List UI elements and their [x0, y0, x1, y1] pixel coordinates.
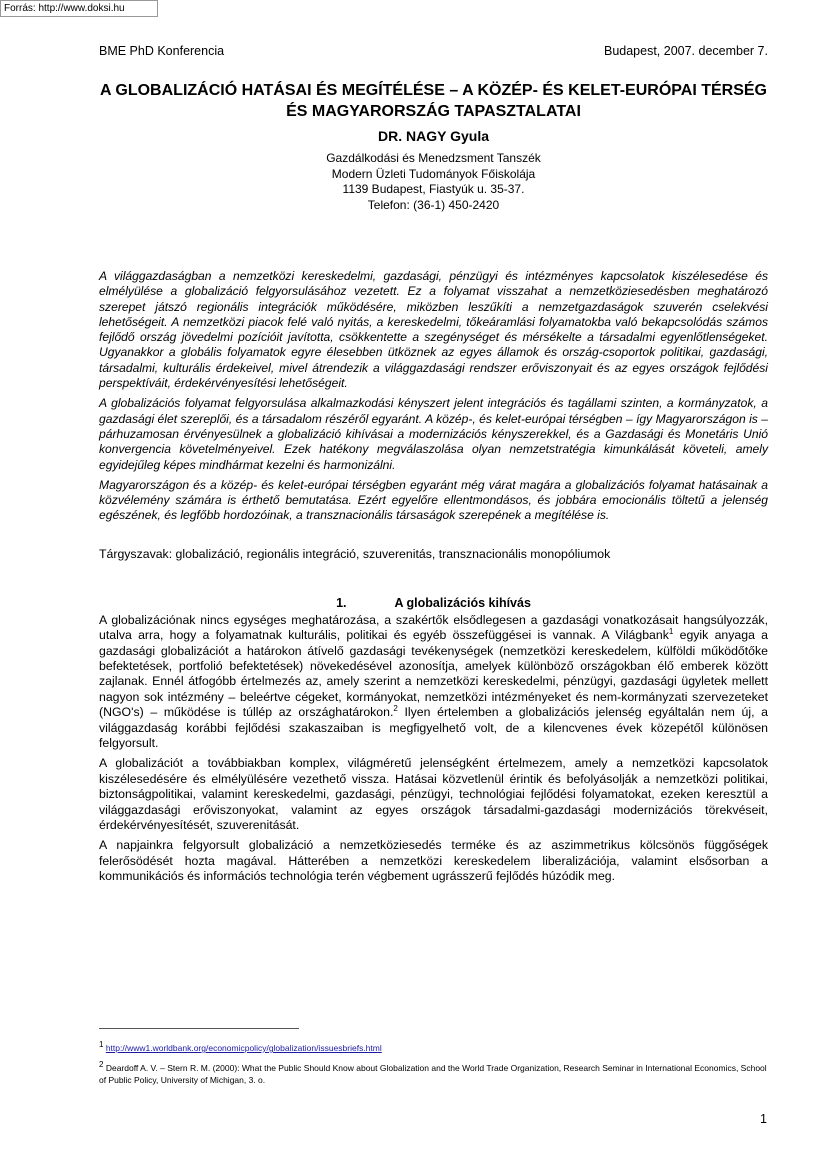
body-paragraph: A globalizációt a továbbiakban komplex, világméretű jelenségként értelmezem, amely a nemzetközi kapcsolatok kiszélesedésére és elmélyülésére vezethető vissza. Hatásai közvetlenül érintik és befolyásolják a nemzetközi politikai, biztonságpolitikai, valamint kereskedelmi, gazdasági, pénzügyi, technológiai fejlődési folyamatokat, ezeken keresztül a világgazdasági erőviszonyokat, valamint az egyes országok társadalmi-gazdasági modernizációs törekvéseit, érdekérvényesítését, szuverenitását.: [99, 756, 768, 833]
section-title: A globalizációs kihívás: [394, 595, 531, 610]
abstract: [99, 269, 768, 524]
abstract-paragraph: Magyarországon és a közép- és kelet-európai térségben egyaránt még várat magára a globalizációs folyamat hatásainak a közvélemény számára is érthető bemutatása. Ezért egyelőre ellentmondásos, és jobbára emocionális töltetű a jelenség egészének, és legfőbb hordozóinak, a transznacionális társaságok szerepének a megítélése is.: [99, 477, 768, 523]
body-text-run: A globalizációnak nincs egységes meghatározása, a szakértők elsődlegesen a gazdasági vonatkozásait hangsúlyozzák, utalva arra, hogy a folyamatnak kulturális, politikai és egyéb összefüggései is vannak. A Világbank: [99, 612, 768, 643]
body-paragraph: [99, 613, 768, 752]
affiliation-phone: Telefon: (36-1) 450-2420: [367, 197, 500, 212]
affiliation-institution: Modern Üzleti Tudományok Főiskolája: [331, 166, 536, 181]
footnote-divider: [99, 1028, 299, 1029]
source-label: Forrás: http://www.doksi.hu: [0, 0, 158, 17]
affiliation-department: Gazdálkodási és Menedzsment Tanszék: [326, 151, 541, 165]
abstract-paragraph: A globalizációs folyamat felgyorsulása alkalmazkodási kényszert jelent integrációs és tagállami szinten, a kormányzatok, a gazdasági élet szereplői, és a társadalom részéről egyaránt. A közép-, és kelet-európai térségben – így Magyarországon is – párhuzamosan érvényesülnek a globalizáció kihívásai a modernizációs kényszerekkel, és a Gazdasági és Monetáris Unió konvergencia követelményeivel. Ezek hatékony megválaszolása olyan nemzetstratégia kimunkálását követeli, amely egyidejűleg képes mindhármat kezelni és harmonizálni.: [99, 396, 768, 472]
page-number: 1: [760, 1112, 767, 1126]
page-content: [99, 44, 768, 890]
footnote-1: [99, 1042, 768, 1054]
paper-author: DR. NAGY Gyula: [378, 128, 489, 144]
footnote-2: [99, 1062, 768, 1086]
affiliation-address: 1139 Budapest, Fiastyúk u. 35-37.: [342, 182, 525, 196]
body-text-run: Ilyen értelemben a globalizációs jelenség egyáltalán nem új, a világgazdaság korábbi fejlődési szakaszaiban is megfigyelhető volt, de a kilencvenes évek közepétől különösen felgyorsult.: [99, 705, 768, 750]
header-date: Budapest, 2007. december 7.: [603, 44, 768, 58]
paper-title: A GLOBALIZÁCIÓ HATÁSAI ÉS MEGÍTÉLÉSE – A KÖZÉP- ÉS KELET-EURÓPAI TÉRSÉG ÉS MAGYARORSZÁG TAPASZTALATAI: [99, 82, 767, 120]
header-conference: BME PhD Konferencia: [99, 44, 225, 58]
body-text-run: egyik anyaga a gazdasági globalizációt a határokon átívelő gazdasági tevékenységek (nemzetközi kereskedelem, külföldi működőtőke befektetések, portfolió befektetések) növekedésével azonosítja, amelyek különböző országokban élő emberek között zajlanak. Ennél átfogóbb értelmezés az, amely szerint a nemzetközi kereskedelmi, pénzügyi, gazdasági ügyletek mellett nagyon sok intézmény – beleértve cégeket, kormányokat, nemzetközi intézményeket és nem-kormányzati szervezeteket (NGO's) – működése is túllép az országhatárokon.: [99, 628, 769, 720]
body-text: [99, 613, 768, 885]
footnote-number: 2: [99, 1060, 104, 1070]
body-paragraph: A napjainkra felgyorsult globalizáció a nemzetköziesedés terméke és az aszimmetrikus kölcsönös függőségek felerősödését hozta magával. Hátterében a nemzetközi kereskedelem liberalizációja, valamint elsősorban a kommunikációs és információs technológia terén végbement ugrásszerű fejlődés húzódik meg.: [99, 838, 768, 884]
running-header: [99, 44, 768, 60]
abstract-paragraph: A világgazdaságban a nemzetközi kereskedelmi, gazdasági, pénzügyi és intézményes kapcsolatok kiszélesedése és elmélyülése a globalizáció felgyorsulásához vezetett. Ez a folyamat visszahat a nemzetköziesedésben meghatározó szerepet játszó regionális integrációk működésére, miközben leszűkíti a nemzetgazdaságok szuverén cselekvési lehetőségeit. A nemzetközi piacok felé való nyitás, a kereskedelmi, tőkeáramlási folyamatokba való bekapcsolódás számos fejlődő ország jövedelmi pozícióit javította, csökkentette a szegénységet és mérsékelte a társadalmi egyenlőtlenségeket. Ugyanakkor a globális folyamatok egyre élesebben ütköznek az egyes államok és ország-csoportok politikai, gazdasági, társadalmi, kulturális érdekeivel, mivel átrendezik a világgazdasági rendszer erőviszonyait és az egyes országok fejlődési perspektíváit, érdekérvényesítési lehetőségeit.: [99, 269, 768, 391]
keywords: Tárgyszavak: globalizáció, regionális integráció, szuverenitás, transznacionális monopóliumok: [99, 546, 611, 561]
section-heading: [99, 595, 768, 611]
footnote-link[interactable]: http://www1.worldbank.org/economicpolicy/globalization/issuesbriefs.html: [105, 1043, 382, 1053]
footnote-ref[interactable]: 2: [393, 704, 398, 714]
section-number: 1.: [336, 595, 347, 610]
affiliation: [99, 151, 768, 213]
footnote-text: Deardoff A. V. – Stern R. M. (2000): What the Public Should Know about Globalization and the World Trade Organization, Research Seminar in International Economics, School of Public Policy, University of Michigan, 3. o.: [99, 1063, 767, 1085]
footnote-number: 1: [99, 1040, 104, 1050]
footnote-ref[interactable]: 1: [668, 627, 674, 637]
